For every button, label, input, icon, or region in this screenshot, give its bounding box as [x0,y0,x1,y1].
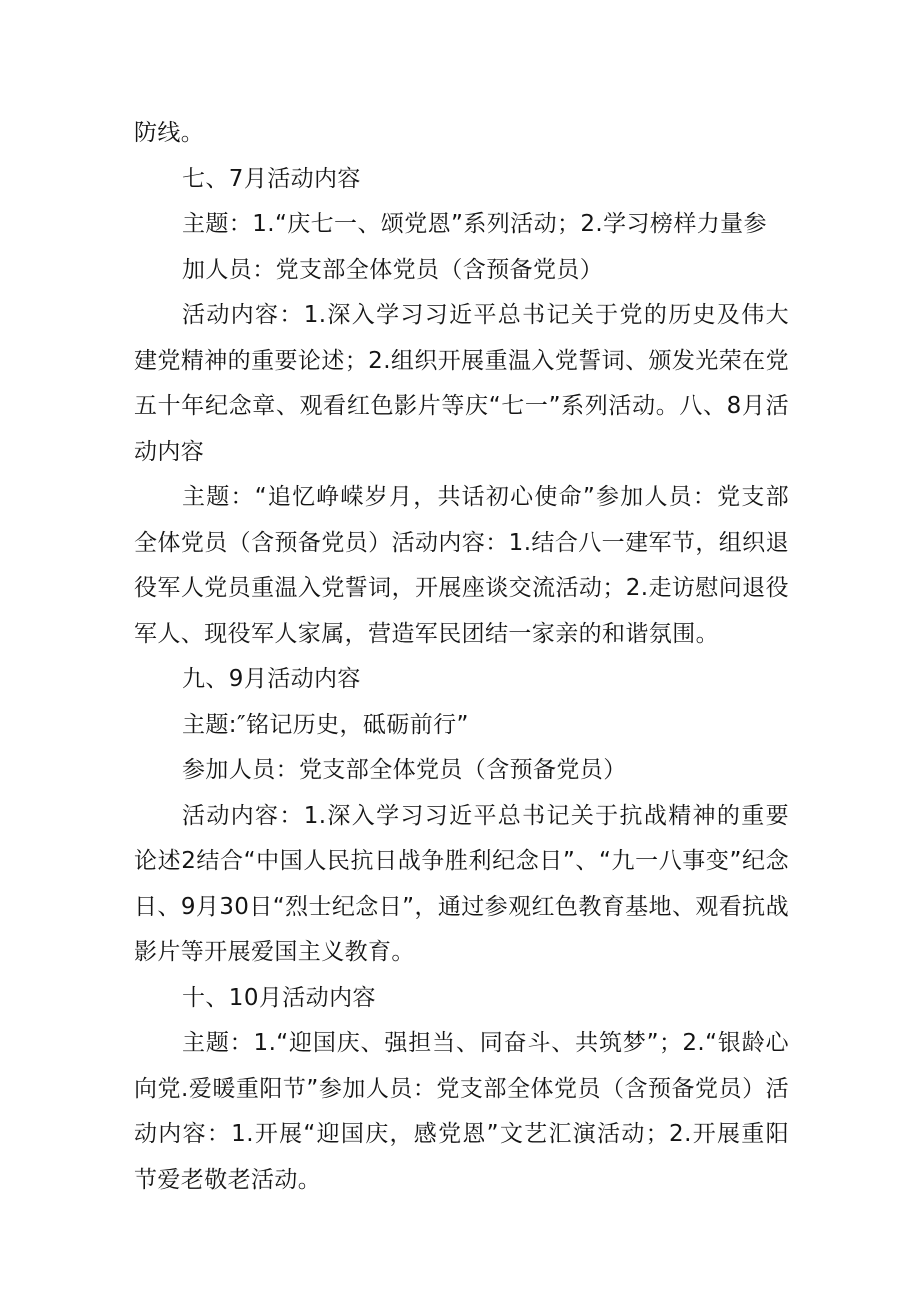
july-activities: 活动内容：1.深入学习习近平总书记关于党的历史及伟大建党精神的重要论述；2.组织开展重温入党誓词、颁发光荣在党五十年纪念章、观看红色影片等庆“七一”系列活动。八、8月活动内容 [134,302,789,465]
august-theme-and-activities: 主题：“追忆峥嵘岁月，共话初心使命”参加人员：党支部全体党员（含预备党员）活动内容：1.结合八一建军节，组织退役军人党员重温入党誓词，开展座谈交流活动；2.走访慰问退役军人、现役军人家属，营造军民团结一家亲的和谐氛围。 [134,484,789,647]
section-heading-july: 七、7月活动内容 [182,165,361,192]
document-body [134,111,789,1203]
section-heading-september: 九、9月活动内容 [182,666,361,692]
july-theme: 主题：1.“庆七一、颂党恩”系列活动；2.学习榜样力量参 [182,211,767,237]
section-heading-october: 十、10月活动内容 [182,984,376,1011]
paragraph-continuation: 防线。 [134,120,205,146]
july-participants: 加人员：党支部全体党员（含预备党员） [182,256,604,283]
september-activities: 活动内容：1.深入学习习近平总书记关于抗战精神的重要论述2结合“中国人民抗日战争胜利纪念日”、“九一八事变”纪念日、9月30日“烈士纪念日”，通过参观红色教育基地、观看抗战影片等开展爱国主义教育。 [134,802,789,965]
september-participants: 参加人员：党支部全体党员（含预备党员） [182,757,627,783]
september-theme: 主题:″铭记历史，砥砺前行” [182,711,469,738]
october-theme-and-activities: 主题：1.“迎国庆、强担当、同奋斗、共筑梦”；2.“银龄心向党.爱暖重阳节”参加人员：党支部全体党员（含预备党员）活动内容：1.开展“迎国庆，感党恩”文艺汇演活动；2.开展重阳节爱老敬老活动。 [134,1030,789,1193]
